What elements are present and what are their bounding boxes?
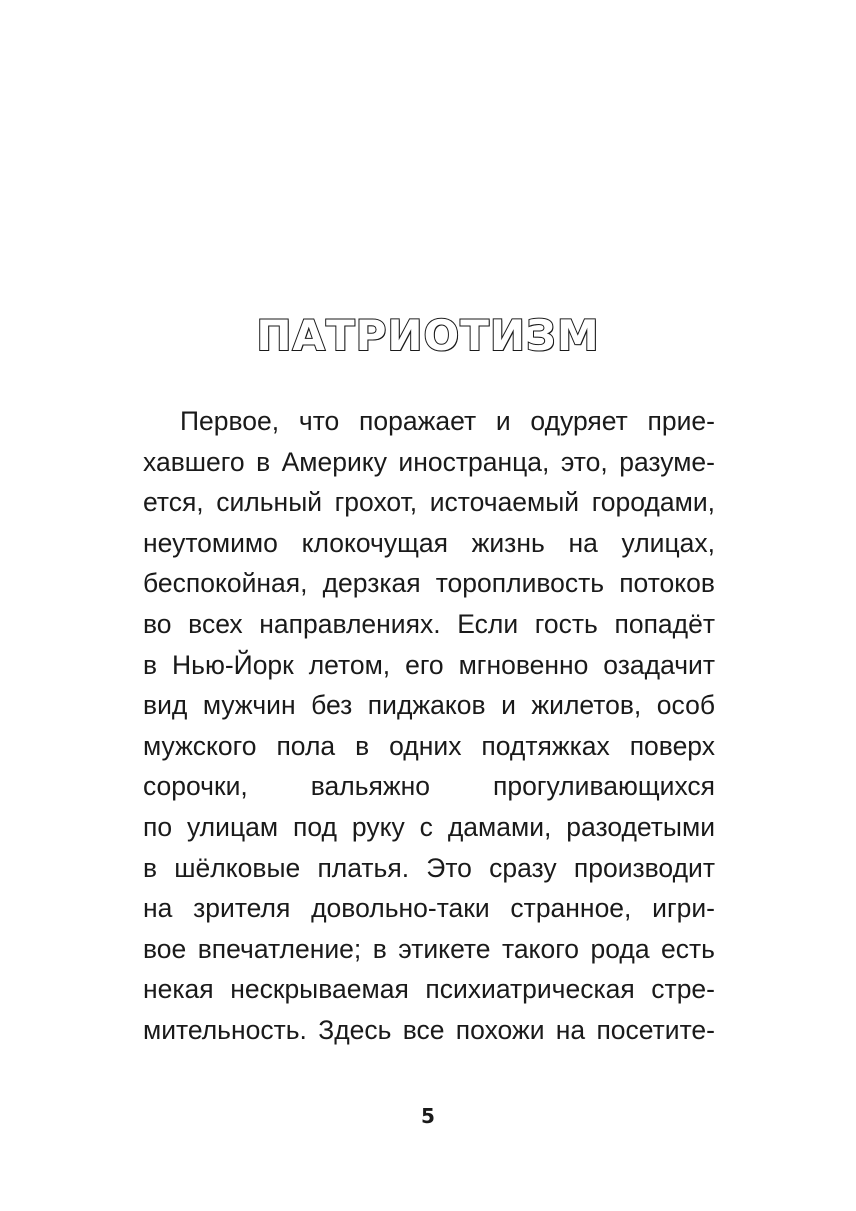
text-line: мительность. Здесь все похожи на посетите- [143, 1014, 715, 1045]
page-number: 5 [421, 1104, 435, 1128]
text-line: беспокойная, дерзкая торопливость потоков [143, 568, 715, 599]
text-line: сорочки, вальяжно прогуливающихся [143, 771, 715, 802]
body-text [143, 401, 715, 1051]
text-line: Первое, что поражает и одуряет прие- [180, 406, 715, 436]
text-line: по улицам под руку с дамами, разодетыми [143, 811, 715, 842]
text-line: во всех направлениях. Если гость попадёт [143, 608, 715, 639]
text-line: неутомимо клокочущая жизнь на улицах, [143, 527, 715, 558]
text-line: в шёлковые платья. Это сразу производит [143, 852, 715, 883]
text-line: вое впечатление; в этикете такого рода есть [143, 933, 715, 964]
chapter-title: ПАТРИОТИЗМ [256, 311, 600, 360]
text-line: ется, сильный грохот, источаемый городами, [143, 487, 715, 518]
text-line: вид мужчин без пиджаков и жилетов, особ [143, 690, 715, 721]
text-line: некая нескрываемая психиатрическая стре- [143, 974, 715, 1005]
text-line: на зрителя довольно-таки странное, игри- [143, 893, 715, 924]
text-line: в Нью-Йорк летом, его мгновенно озадачит [143, 649, 715, 680]
text-line: хавшего в Америку иностранца, это, разуме- [143, 446, 715, 477]
text-line: мужского пола в одних подтяжках поверх [143, 730, 715, 761]
